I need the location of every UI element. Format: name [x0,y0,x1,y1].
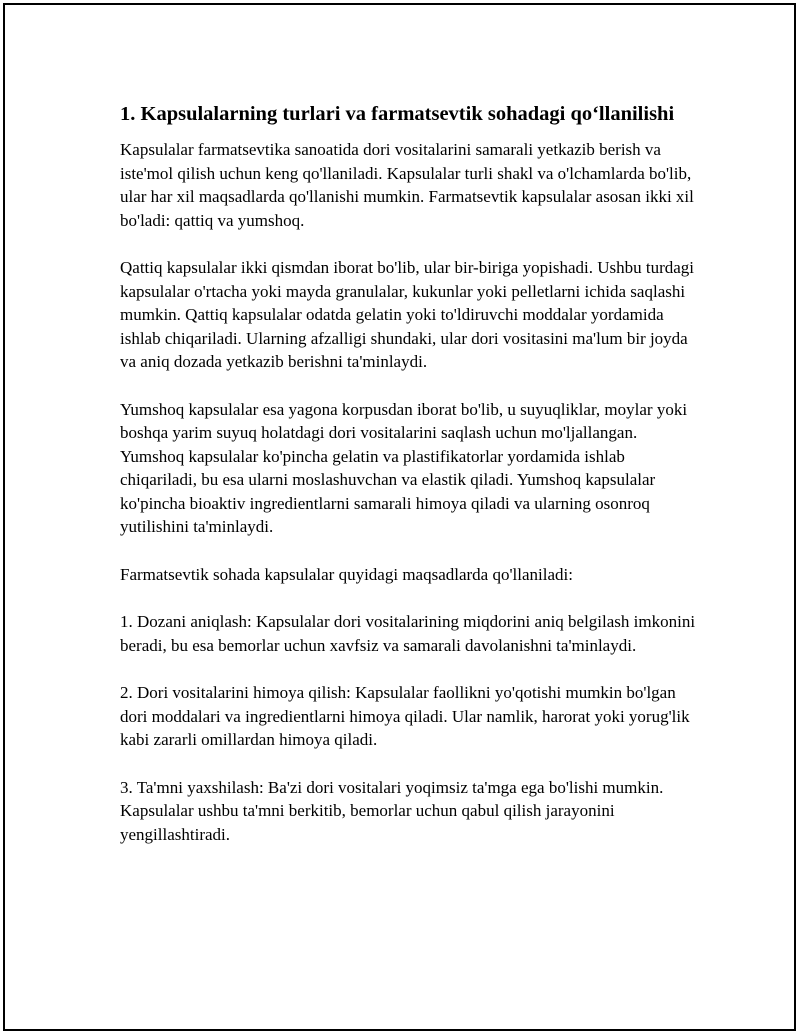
paragraph-intro: Kapsulalar farmatsevtika sanoatida dori vositalarini samarali yetkazib berish va iste'mol qilish uchun keng qo'llaniladi. Kapsulalar turli shakl va o'lchamlarda bo'lib, ular har xil maqsadlarda qo'llanishi mumkin. Farmatsevtik kapsulalar asosan ikki xil bo'ladi: qattiq va yumshoq. [120,140,694,230]
paragraph-hard-capsules: Qattiq kapsulalar ikki qismdan iborat bo'lib, ular bir-biriga yopishadi. Ushbu turdagi kapsulalar o'rtacha yoki mayda granulalar, kukunlar yoki pelletlarni ichida saqlashi mumkin. Qattiq kapsulalar odatda gelatin yoki to'ldiruvchi moddalar yordamida ishlab chiqariladi. Ularning afzalligi shundaki, ular dori vositasini ma'lum bir joyda va aniq dozada yetkazib berishni ta'minlaydi. [120,258,695,371]
list-item-dosage: 1. Dozani aniqlash: Kapsulalar dori vositalarining miqdorini aniq belgilash imkonini beradi, bu esa bemorlar uchun xavfsiz va samarali davolanishni ta'minlaydi. [120,612,696,655]
paragraph-uses-intro: Farmatsevtik sohada kapsulalar quyidagi maqsadlarda qo'llaniladi: [120,564,573,584]
list-item-taste: 3. Ta'mni yaxshilash: Ba'zi dori vositalari yoqimsiz ta'mga ega bo'lishi mumkin. Kapsulalar ushbu ta'mni berkitib, bemorlar uchun qabul qilish jarayonini yengillashtiradi. [120,777,664,844]
page-frame [3,3,796,1031]
paragraph-soft-capsules: Yumshoq kapsulalar esa yagona korpusdan iborat bo'lib, u suyuqliklar, moylar yoki boshqa yarim suyuq holatdagi dori vositalarini saqlash uchun mo'ljallangan. Yumshoq kapsulalar ko'pincha gelatin va plastifikatorlar yordamida ishlab chiqariladi, bu esa ularni moslashuvchan va elastik qiladi. Yumshoq kapsulalar ko'pincha bioaktiv ingredientlarni samarali himoya qiladi va ularning osonroq yutilishini ta'minlaydi. [120,399,688,536]
list-item-protection: 2. Dori vositalarini himoya qilish: Kapsulalar faollikni yo'qotishi mumkin bo'lgan dori moddalari va ingredientlarni himoya qiladi. Ular namlik, harorat yoki yorug'lik kabi zararli omillardan himoya qiladi. [120,683,690,749]
document-body [120,100,700,870]
section-heading: 1. Kapsulalarning turlari va farmatsevtik sohadagi qo‘llanilishi [120,103,675,125]
